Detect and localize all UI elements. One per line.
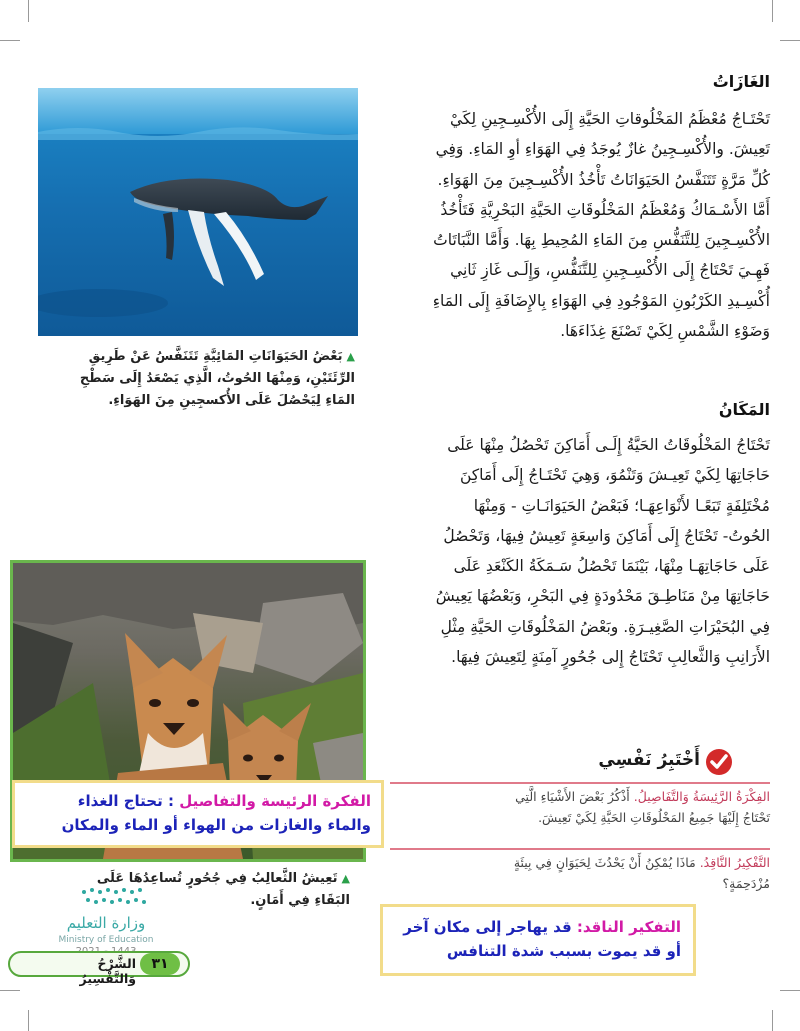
whale-photo — [38, 88, 358, 336]
question-key: التَّفْكِيرُ النَّاقِدُ. — [699, 855, 770, 870]
text-line: أَمَّا الأَسْـمَاكُ وَمُعْظَمُ المَخْلُوقَاتِ الحَيَّةِ البَحْرِيَّةِ فَتَأْخُذُ — [440, 200, 770, 219]
whale-illustration — [38, 88, 358, 336]
caption-line: المَاءِ لِيَحْصُلَ عَلَى الأُكسجِينِ مِنَ الهَوَاءِ. — [108, 393, 355, 408]
crop-mark — [0, 40, 20, 41]
question-critical-thinking — [390, 852, 770, 894]
answer-box-main-idea — [12, 780, 384, 848]
text-line: فِي البُحَيْرَاتِ الصَّغِيـرَةِ. وبَعْضُ المَخْلُوقَاتِ الحَيَّةِ مِثْلِ — [440, 617, 770, 636]
text-line: فَهِـيَ تَحْتَاجُ إِلَى الأُكْسِـجِينِ لِلتَّنَفُّسِ، وَإِلَـى غَازِ ثَانِي — [450, 261, 770, 280]
text-line: تَحْتَـاجُ مُعْظَمُ المَخْلُوقاتِ الحَيَّةِ إِلَى الأُكْسِـجِينِ لِكَيْ — [449, 110, 770, 128]
footer-section-label: الشَّرْحُ وَالتَّفْسِيرُ — [79, 956, 136, 986]
text-line: الحُوتُ- تَحْتَاجُ إِلَى أَمَاكِنَ وَاسِعَةٍ تَعِيشُ فِيهَا، وَتَحْصُلُ — [443, 526, 770, 545]
caption-line: بَعْضُ الحَيَوَانَاتِ المَائِيَّةِ تَتَنَفَّسُ عَنْ طَرِيقِ — [88, 349, 343, 364]
page-number: ٣١ — [140, 953, 180, 975]
text-line: حَاجَاتِهَا مِنْ مَنَاطِـقَ مَحْدُودَةٍ فِي البَحْرِ، وَبَعْضُهَا يَعِيشُ — [435, 587, 770, 606]
caption-triangle-icon: ▲ — [341, 872, 350, 885]
text-line: تَعِيشَ. والأُكْسِـجِينُ غازٌ يُوجَدُ فِي الهَوَاءِ أوِ المَاءِ. وَفِي — [435, 140, 770, 159]
answer-label: الفكرة الرئيسة والتفاصيل — [179, 792, 371, 810]
question-divider — [390, 782, 770, 784]
place-paragraph — [372, 430, 770, 672]
answer-separator: : — [162, 792, 180, 810]
text-line: تَحْتَاجُ المَخْلُوقَاتُ الحَيَّةُ إِلَـى أَمَاكِنَ تَحْصُلُ مِنْهَا عَلَى — [447, 436, 770, 454]
text-line: الأُكْسِـجِينَ لِلتَّنَفُّسِ مِنَ المَاءِ المُحِيطِ بِهَا. وَأَمَّا النَّبَاتَاتُ — [433, 231, 770, 250]
question-text: أَذْكُرُ بَعْضَ الأَشْيَاءِ الَّتِي — [515, 789, 634, 804]
answer-text: والماء والغازات من الهواء أو الماء والمكان — [61, 816, 371, 834]
gases-heading: الغَازَاتُ — [712, 72, 770, 91]
answer-text: قد يهاجر إلى مكان آخر — [403, 918, 577, 936]
whale-caption — [50, 346, 355, 412]
question-text: مُزْدَحِمَةٍ؟ — [722, 876, 770, 891]
question-text: تَحْتَاجُ إِلَيْهَا جَمِيعُ المَخْلُوقَاتِ الحَيَّةِ لِكَيْ تَعِيشَ. — [538, 810, 770, 825]
text-line: أُكْسِـيدِ الكَرْبُونِ المَوْجُودِ فِي الهَوَاءِ بِالإِضَافَةِ إِلَى المَاءِ — [432, 291, 770, 310]
crop-mark — [772, 1010, 773, 1031]
question-divider — [390, 848, 770, 850]
text-line: مُخْتَلِفَةٍ تَبَعًـا لأَنْوَاعِهَـا؛ فَبَعْضُ الحَيَوَانَـاتِ - وَمِنْهَا — [473, 496, 770, 515]
ministry-name-ar: وزارة التعليم — [66, 914, 146, 932]
answer-text: أو قد يموت بسبب شدة التنافس — [446, 942, 681, 960]
crop-mark — [28, 1010, 29, 1031]
self-test-title: أَخْتَبِرُ نَفْسِي — [598, 750, 700, 770]
place-heading: المَكَانُ — [718, 400, 770, 419]
question-text: مَاذَا يُمْكِنُ أَنْ يَحْدُثَ لِحَيَوَانٍ فِي بِيئَةٍ — [513, 855, 700, 870]
crop-mark — [28, 0, 29, 22]
answer-box-critical-thinking — [380, 904, 696, 976]
caption-line: تَعِيشُ الثَّعالِبُ فِي جُحُورٍ تُساعِدُهَا عَلَى — [96, 871, 338, 886]
check-badge-icon — [705, 748, 733, 776]
gases-paragraph — [372, 104, 770, 346]
text-line: كُلِّ مَرَّةٍ تَتَنَفَّسُ الحَيَوَانَاتُ تَأْخُذُ الأُكْسِـجِينَ مِنَ الهَوَاءِ. — [437, 170, 770, 189]
crop-mark — [780, 40, 800, 41]
text-line: وَضَوْءِ الشَّمْسِ لِكَيْ تَصْنَعَ غِذَاءَهَا. — [560, 322, 770, 341]
question-main-idea — [390, 786, 770, 828]
crop-mark — [780, 990, 800, 991]
ministry-name-en: Ministry of Education — [58, 935, 154, 945]
question-key: الفِكْرَةُ الرَّئِيسَةُ وَالتَّفَاصِيلُ. — [633, 789, 770, 804]
answer-label: التفكير الناقد: — [576, 918, 681, 936]
crop-mark — [772, 0, 773, 22]
crop-mark — [0, 990, 20, 991]
text-line: عَلَى حَاجَاتِهَـا مِنْهَا، بَيْنَمَا تَحْصُلُ سَـمَكَةُ الكَنْعَدِ عَلَى — [453, 557, 770, 576]
text-line: الأَرَانِبِ وَالثَّعالِبِ تَحْتَاجُ إِلى جُحُورٍ آمِنَةٍ لِتَعِيشَ فِيهَا. — [451, 648, 770, 667]
ministry-logo-dots — [78, 884, 168, 910]
answer-text: تحتاج الغذاء — [77, 792, 163, 810]
text-line: حَاجَاتِهَا لِكَيْ تَعِيـشَ وَتَنْمُوَ، وَهِيَ تَحْتَـاجُ إِلَى أَمَاكِنَ — [460, 466, 770, 485]
caption-triangle-icon: ▲ — [346, 350, 355, 363]
caption-line: البَقَاءِ فِي أَمَانٍ. — [250, 893, 350, 908]
caption-line: الرِّئَتَيْنِ، وَمِنْهَا الحُوتُ، الَّذِي يَصْعَدُ إِلَى سَطْحِ — [79, 371, 355, 386]
